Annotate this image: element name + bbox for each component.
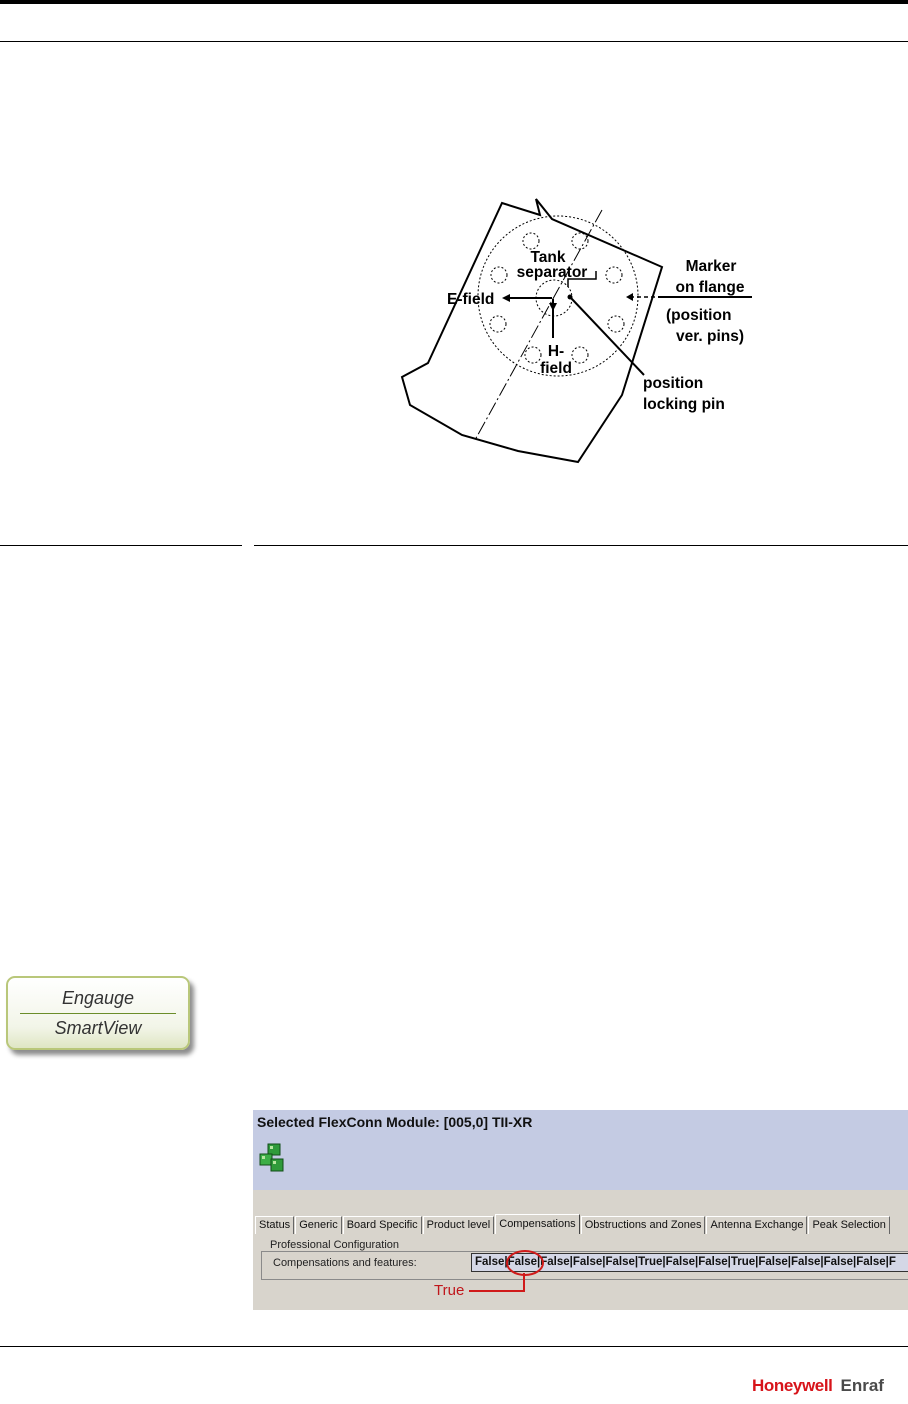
tab-obstructions-and-zones[interactable]: Obstructions and Zones (581, 1216, 706, 1234)
logo-enraf: Enraf (840, 1376, 884, 1395)
tank-label-line1: Tank (530, 249, 566, 266)
top-rule-thin (0, 41, 908, 42)
locking-pin-label-line1: position (643, 375, 704, 392)
tab-board-specific[interactable]: Board Specific (343, 1216, 422, 1234)
flange-outline (402, 199, 662, 462)
bolt-hole (606, 267, 622, 283)
smartview-screenshot (253, 1110, 908, 1310)
tab-peak-selection[interactable]: Peak Selection (808, 1216, 889, 1234)
bolt-hole (523, 233, 539, 249)
locking-pin-leader (571, 298, 644, 375)
marker-label-line2: on flange (675, 279, 745, 296)
position-ver-label-line2: ver. pins) (676, 328, 745, 345)
flange-diagram (390, 195, 770, 470)
center-axis (475, 210, 602, 440)
tab-product-level[interactable]: Product level (423, 1216, 495, 1234)
callout-leader-svg (253, 1110, 908, 1310)
tab-generic[interactable]: Generic (295, 1216, 342, 1234)
marker-arrowhead (626, 293, 633, 301)
badge-smartview-text: SmartView (54, 1018, 142, 1038)
bolt-hole (572, 347, 588, 363)
flange-diagram-svg (390, 195, 770, 470)
mid-rule-left (0, 545, 242, 546)
locking-pin-label-line2: locking pin (643, 396, 725, 413)
marker-label-line1: Marker (685, 258, 737, 275)
bolt-hole (490, 316, 506, 332)
top-rule-thick (0, 0, 908, 4)
bolt-hole (608, 316, 624, 332)
h-field-arrowhead (549, 303, 557, 311)
tank-label-line2: separator (516, 264, 588, 281)
badge-engauge-text: Engauge (61, 988, 135, 1008)
compensations-field-label: Compensations and features: (273, 1257, 417, 1269)
e-field-label: E-field (447, 291, 495, 308)
tab-antenna-exchange[interactable]: Antenna Exchange (706, 1216, 807, 1234)
tab-compensations[interactable]: Compensations (495, 1214, 579, 1234)
e-field-arrowhead (502, 294, 510, 302)
bottom-rule (0, 1346, 908, 1347)
bolt-hole (491, 267, 507, 283)
mid-rule-right (254, 545, 908, 546)
logo-honeywell: Honeywell (752, 1376, 833, 1395)
tab-status[interactable]: Status (255, 1216, 294, 1234)
h-field-label-line2: field (540, 360, 572, 377)
honeywell-enraf-logo (752, 1376, 884, 1398)
h-field-label-line1: H- (547, 343, 565, 360)
module-title: Selected FlexConn Module: [005,0] TII-XR (257, 1114, 533, 1130)
callout-leader (469, 1273, 524, 1291)
engauge-smartview-badge (6, 976, 190, 1050)
callout-true-label: True (434, 1282, 465, 1299)
bolt-hole (525, 347, 541, 363)
group-label: Professional Configuration (270, 1239, 400, 1251)
position-ver-label-line1: (position (666, 307, 732, 324)
badge-separator (20, 1013, 176, 1014)
bolt-hole (572, 233, 588, 249)
compensations-field[interactable]: False|False|False|False|False|True|False|False|True|False|False|False|False|F (471, 1253, 908, 1272)
